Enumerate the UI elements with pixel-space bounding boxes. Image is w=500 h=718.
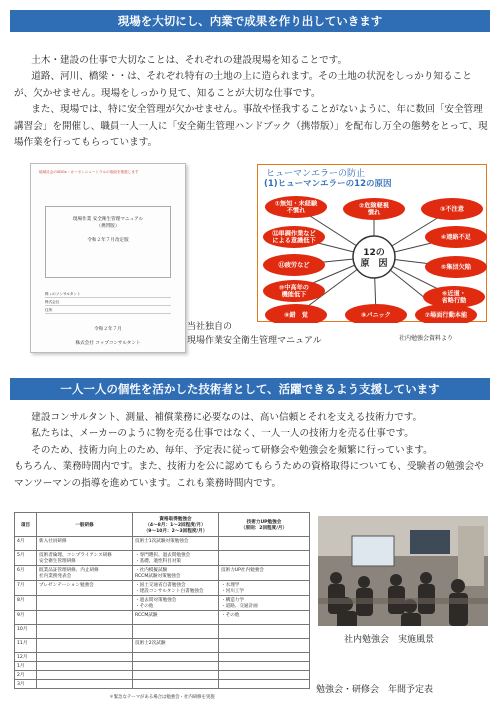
table-cell: ・構造力学 ・道路、交通計画 <box>219 596 310 611</box>
manual-company: 株式会社 コップコンサルタント <box>75 341 141 346</box>
cause-label: ⑨錯 覚 <box>284 312 308 319</box>
table-cell <box>37 611 133 625</box>
table-note: ＊緊急なテーマがある場合は勉強会・社内研修を実施 <box>109 694 215 700</box>
table-cell <box>37 680 133 689</box>
cause-label: ⑪疲労など <box>278 262 310 269</box>
table-cell: 4月 <box>15 537 37 551</box>
cause-label: ③不注意 <box>440 206 464 213</box>
cause-label: ②危険軽視慣れ <box>359 202 389 217</box>
table-cell: 技術者倫理、コンプライアンス研修 安全衛生管理研修 <box>37 551 133 566</box>
table-cell: 3月 <box>15 680 37 689</box>
table-cell: 既業品証管理研修、内止研修 社内業務発表会 <box>37 566 133 581</box>
table-row <box>15 653 310 662</box>
center-label: 12の原 因 <box>360 248 388 269</box>
table-row <box>15 537 310 551</box>
training-schedule-table <box>14 512 310 705</box>
column-header: 技術力UP勉強会 （原則：2回程度/月） <box>219 513 310 537</box>
table-cell <box>37 625 133 639</box>
section2-body <box>14 410 488 492</box>
table-note-row <box>15 689 310 705</box>
table-cell: ・水理学 ・河川工学 <box>219 581 310 596</box>
table-cell: 2月 <box>15 671 37 680</box>
table-cell: 7月 <box>15 581 37 596</box>
table-cell: ・専門選択、過去問勉強会 ・基礎、適性科目対策 <box>133 551 219 566</box>
table-cell: 11月 <box>15 639 37 653</box>
cause-label: ⑥近道・省略行動 <box>441 290 467 305</box>
human-error-diagram <box>257 164 487 322</box>
table-cell <box>37 653 133 662</box>
manual-header: 地域社会のSDGs・カーボンニュートラルの取組を推進します <box>39 170 139 174</box>
table-cell <box>133 662 219 671</box>
table-cell: 9月 <box>15 611 37 625</box>
table-cell <box>37 596 133 611</box>
table-cell <box>219 662 310 671</box>
table-cell: RCCM試験 <box>133 611 219 625</box>
table-header-row <box>15 513 310 537</box>
table-row <box>15 551 310 566</box>
table-row <box>15 566 310 581</box>
table-cell <box>219 537 310 551</box>
table-cell: 技術士2次試験 <box>133 639 219 653</box>
study-session-photo <box>318 516 488 626</box>
table-cell: 技術力UP社内勉強会 <box>219 566 310 581</box>
table-cell: 新入社員研修 <box>37 537 133 551</box>
manual-subtitle: 令和２年７月改定版 <box>87 238 129 243</box>
table-cell <box>37 662 133 671</box>
paragraph: もちろん、業務時間内です。また、技術力を公に認めてもらうための資格取得についても、受験者の勉強会やマンツーマンの指導を進めています。これも業務時間内です。 <box>14 461 484 489</box>
table-cell <box>37 671 133 680</box>
paragraph: 道路、河川、橋梁・・は、それぞれ特有の土地の上に造られます。その土地の状況をしっかり知ることが、欠かせません。現場をしっかり見て、知ることが大切な仕事です。 <box>14 71 472 99</box>
cause-label: ⑫単調作業などによる意識低下 <box>272 230 316 245</box>
paragraph: 建設コンサルタント、測量、補償業務に必要なのは、高い信頼とそれを支える技術力です。 <box>31 412 423 423</box>
table-cell <box>133 680 219 689</box>
column-header: 資格取得勉強会 （4〜8月：1〜2回程度/月） （9〜10月：2〜3回程度/月） <box>133 513 219 537</box>
table-row <box>15 671 310 680</box>
diagram-credit: 社内勉強会資料より <box>399 335 454 342</box>
paragraph: そのため、技術力向上のため、毎年、予定表に従って研修会や勉強会を頻繁に行っています。 <box>31 444 433 456</box>
section2-title: 一人一人の個性を活かした技術者として、活躍できるよう支援しています <box>10 378 490 400</box>
table-cell <box>219 653 310 662</box>
table-cell: 12月 <box>15 653 37 662</box>
paragraph: 私たちは、メーカーのように物を売る仕事ではなく、一人一人の技術力を売る仕事です。 <box>31 428 414 440</box>
table-cell: 5月 <box>15 551 37 566</box>
column-header: 一般研修 <box>37 513 133 537</box>
manual-title-box <box>45 206 171 278</box>
table-cell <box>219 551 310 566</box>
table-cell: ・その他 <box>219 611 310 625</box>
table-caption: 勉強会・研修会 年間予定表 <box>316 685 434 695</box>
table-cell: プレゼンテーション勉強会 <box>37 581 133 596</box>
table-cell: 技術士1次試験対策勉強会 <box>133 537 219 551</box>
manual-caption: 当社独自の 現場作業安全衛生管理マニュアル <box>187 322 322 346</box>
table-cell: ・社内模擬試験 RCCM試験対策勉強会 <box>133 566 219 581</box>
table-cell <box>219 680 310 689</box>
paragraph: 土木・建設の仕事で大切なことは、それぞれの建設現場を知ることです。 <box>31 55 348 66</box>
cause-label: ⑦場面行動本能 <box>424 312 468 319</box>
table-row <box>15 680 310 689</box>
table-cell: 6月 <box>15 566 37 581</box>
section1-title: 現場を大切にし、内業で成果を作り出していきます <box>10 10 490 32</box>
table-cell <box>133 671 219 680</box>
cause-label: ⑩中高年の機能低下 <box>279 284 309 299</box>
table-cell <box>37 639 133 653</box>
table-cell <box>219 625 310 639</box>
column-header: 項目 <box>15 513 37 537</box>
diagram-subtitle: (1)ヒューマンエラーの12の原因 <box>264 179 392 189</box>
diagram-title: ヒューマンエラーの防止 <box>266 169 366 179</box>
table-cell <box>219 639 310 653</box>
table-cell: 8月 <box>15 596 37 611</box>
table-row <box>15 581 310 596</box>
manual-row: 株ㇳのソンサルタント <box>45 290 171 298</box>
manual-row: 株式会社 <box>45 298 171 306</box>
table-row <box>15 639 310 653</box>
table-cell: ・過去問対策勉強会 ・その他 <box>133 596 219 611</box>
classroom-image <box>318 516 488 626</box>
table-row <box>15 611 310 625</box>
table-row <box>15 662 310 671</box>
cause-label: ①無知・未経験不慣れ <box>274 200 318 215</box>
cause-label: ④連絡不足 <box>441 234 471 241</box>
table-cell <box>133 625 219 639</box>
manual-row: 住所 <box>45 306 171 314</box>
table-row <box>15 596 310 611</box>
manual-date: 令和２年７月 <box>94 327 122 332</box>
table-cell: 1月 <box>15 662 37 671</box>
table-cell <box>219 671 310 680</box>
section1-body <box>14 53 488 151</box>
cause-label: ⑤集団欠陥 <box>441 264 471 271</box>
table-cell <box>133 653 219 662</box>
table-row <box>15 625 310 639</box>
cause-label: ⑧パニック <box>361 312 391 319</box>
table-cell: 10月 <box>15 625 37 639</box>
table-cell: ・国土交通省自書勉強会 ・建設コンサルタント白書勉強会 <box>133 581 219 596</box>
photo-caption: 社内勉強会 実施風景 <box>344 635 435 645</box>
manual-title: 現場作業 安全衛生管理マニュアル （携帯版） <box>72 217 144 229</box>
paragraph: また、現場では、特に安全管理が欠かせません。事故や怪我することがないように、年に数回「安全管理講習会」を開催し、職員一人一人に「安全衛生管理ハンドブック（携帯版）」を配布し万全の態勢をとって、現場作業を行ってもらっています。 <box>14 104 488 149</box>
safety-manual-cover <box>30 163 186 353</box>
manual-info-rows <box>45 290 171 314</box>
